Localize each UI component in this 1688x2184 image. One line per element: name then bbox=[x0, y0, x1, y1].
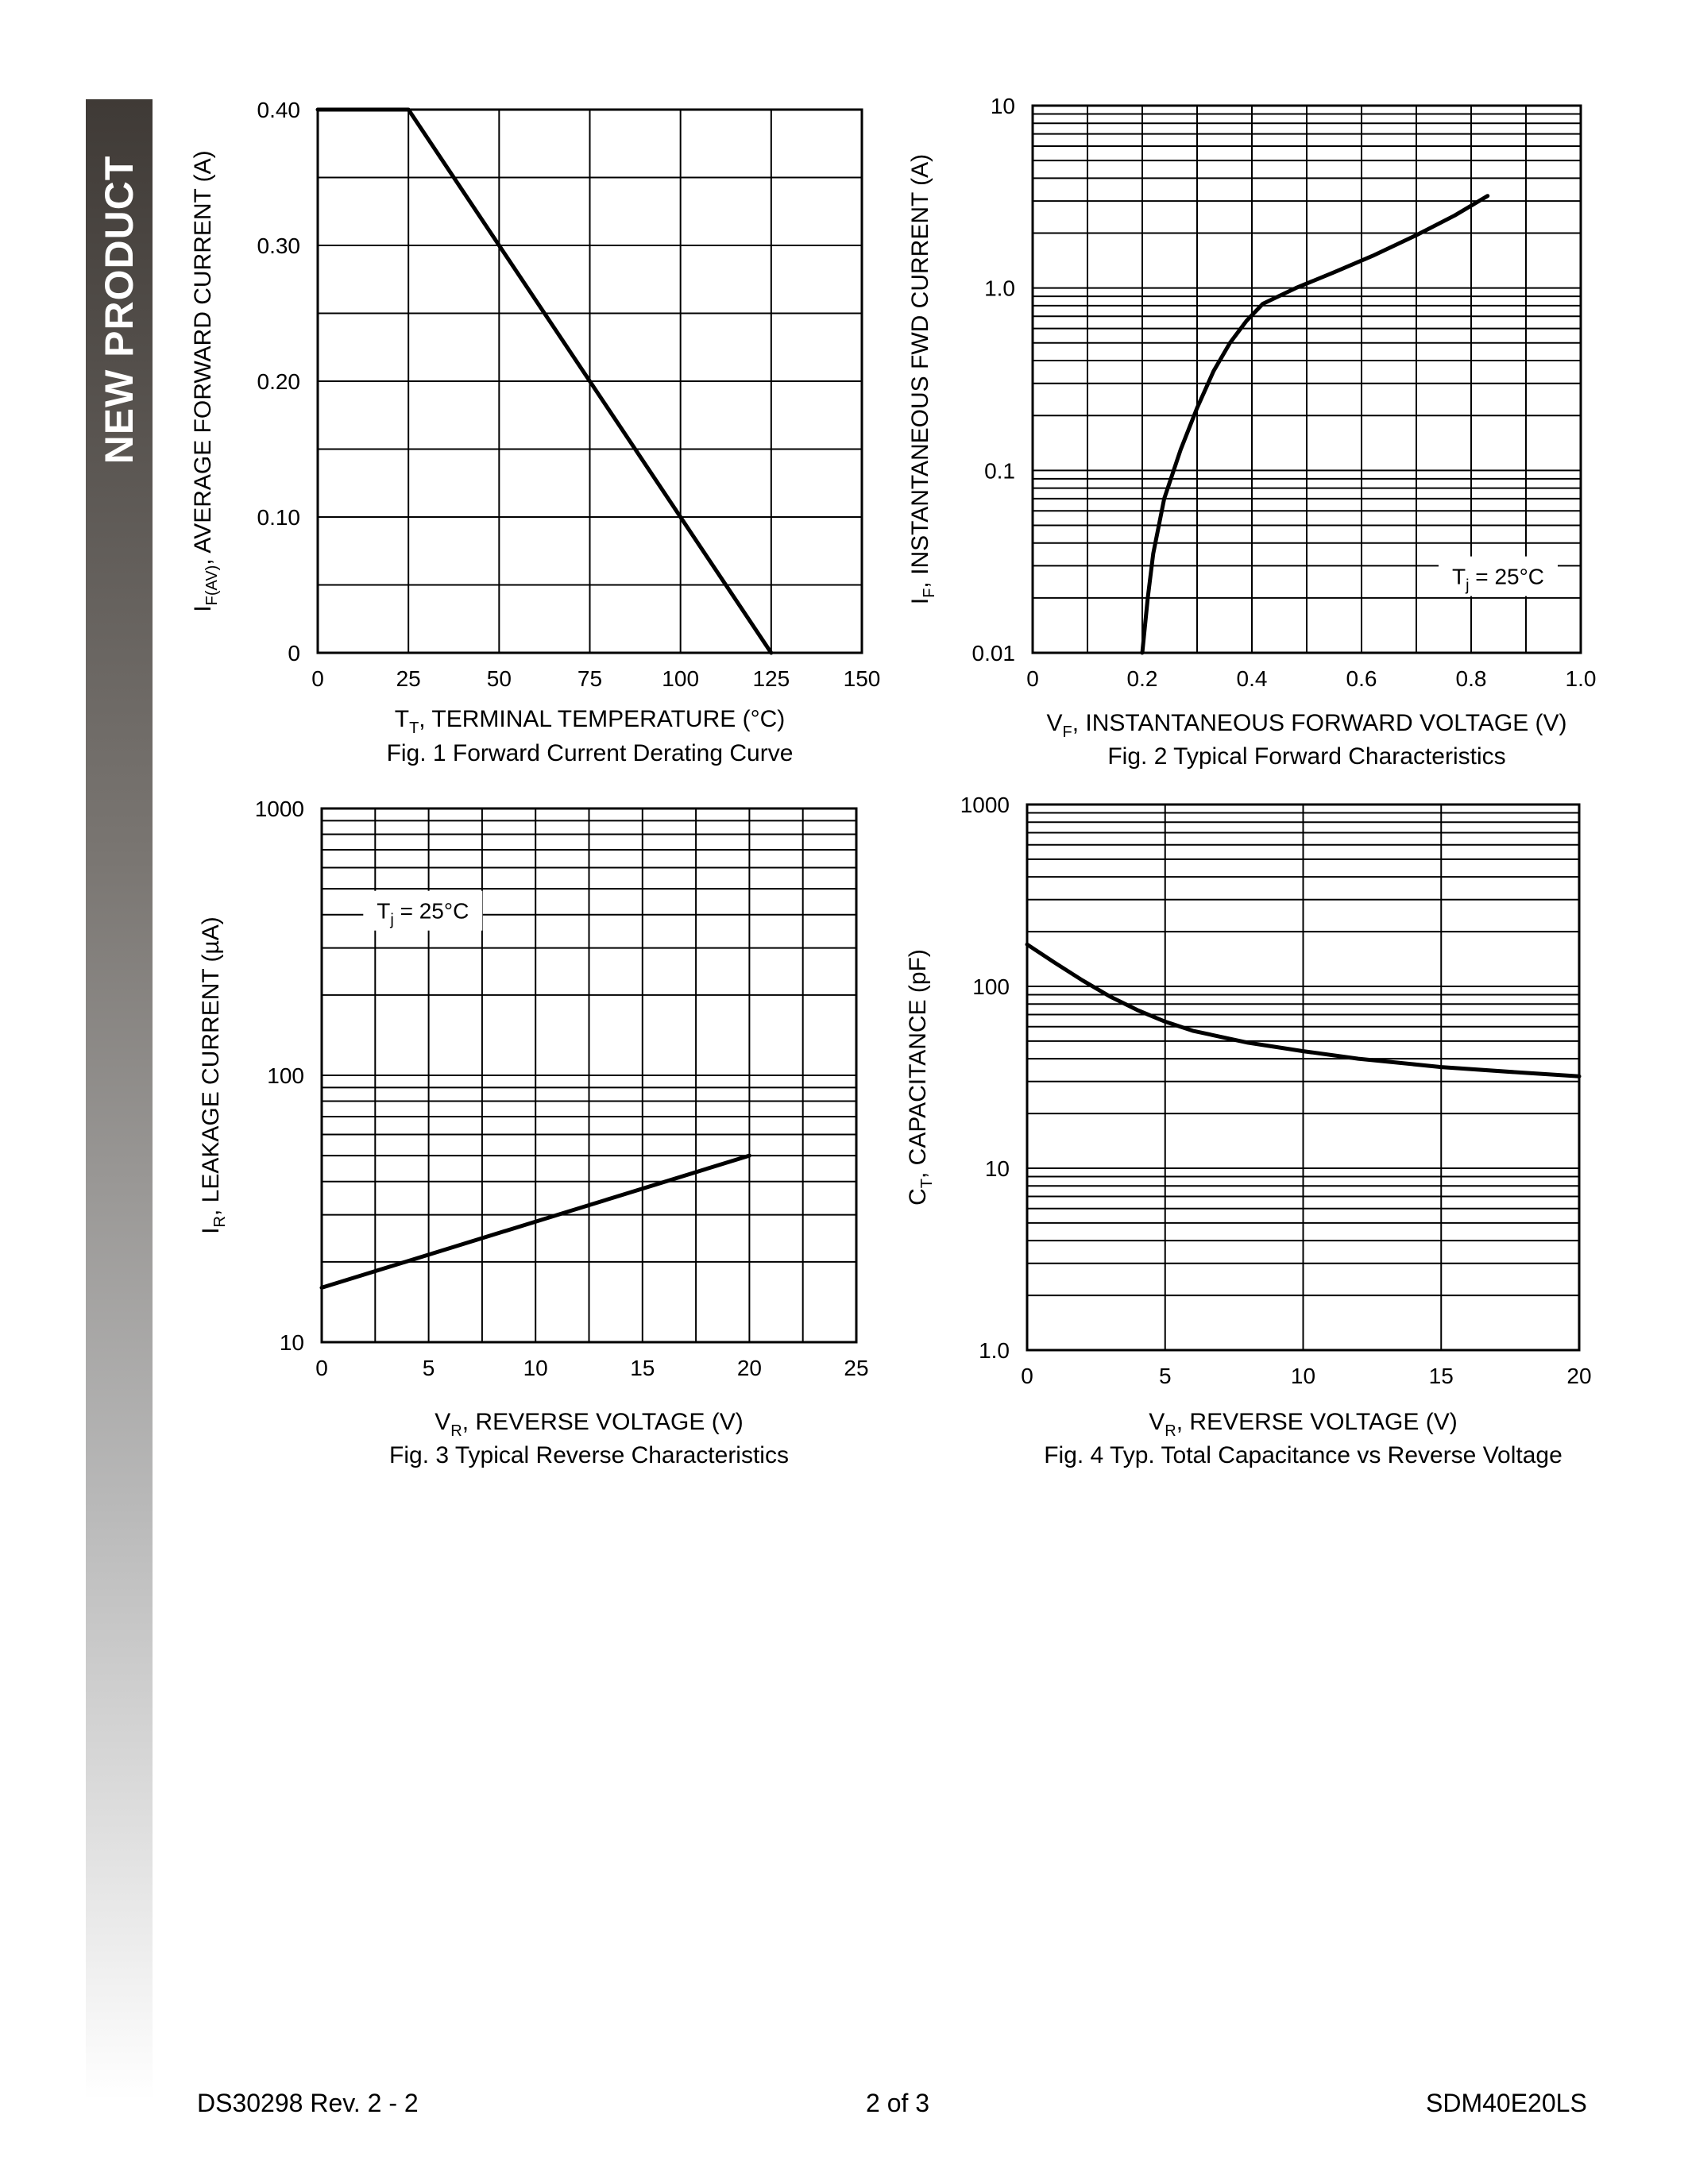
fig2-xtick-label: 0.2 bbox=[1126, 666, 1158, 691]
fig1-xtick-label: 75 bbox=[577, 666, 603, 691]
fig4-xtick-label: 10 bbox=[1290, 1364, 1316, 1388]
fig2-annotation: $T_j = 25^\circ C$ bbox=[1451, 564, 1545, 595]
fig3-ytick-label: 100 bbox=[267, 1063, 304, 1088]
fig2-xtick-label: 0 bbox=[1026, 666, 1039, 691]
fig2-xtick-label: 0.4 bbox=[1236, 666, 1268, 691]
fig3-xtick-label: 0 bbox=[315, 1356, 328, 1380]
fig1-xtick-label: 25 bbox=[396, 666, 421, 691]
footer-part-number: SDM40E20LS bbox=[1426, 2089, 1587, 2117]
fig3-xtick-label: 10 bbox=[523, 1356, 548, 1380]
fig2-data-series bbox=[1142, 196, 1488, 653]
fig4-xtick-label: 20 bbox=[1566, 1364, 1592, 1388]
fig2-ytick-label: 0.01 bbox=[971, 641, 1015, 666]
fig2-chart bbox=[907, 94, 1596, 770]
fig1-chart bbox=[190, 98, 880, 766]
fig3-caption: Fig. 3 Typical Reverse Characteristics bbox=[389, 1442, 789, 1468]
fig4-ytick-label: 100 bbox=[972, 974, 1010, 999]
fig1-ytick-label: 0.10 bbox=[257, 505, 300, 530]
fig3-xtick-label: 15 bbox=[630, 1356, 655, 1380]
fig2-caption: Fig. 2 Typical Forward Characteristics bbox=[1107, 743, 1506, 770]
fig1-ytick-label: 0.40 bbox=[257, 98, 300, 122]
footer-page-number: 2 of 3 bbox=[866, 2089, 930, 2117]
fig2-xtick-label: 0.6 bbox=[1346, 666, 1377, 691]
fig4-y-axis-label: $C_T$, CAPACITANCE (pF) bbox=[905, 949, 936, 1206]
fig1-caption: Fig. 1 Forward Current Derating Curve bbox=[386, 740, 794, 766]
fig1-xtick-label: 100 bbox=[662, 666, 700, 691]
new-product-label: NEW PRODUCT bbox=[97, 155, 141, 465]
fig4-xtick-label: 5 bbox=[1158, 1364, 1172, 1388]
fig2-xtick-label: 1.0 bbox=[1565, 666, 1597, 691]
fig1-ytick-label: 0.30 bbox=[257, 233, 300, 258]
footer-doc-number: DS30298 Rev. 2 - 2 bbox=[197, 2089, 419, 2117]
fig1-xtick-label: 150 bbox=[843, 666, 881, 691]
fig3-x-axis-label: $V_R$, REVERSE VOLTAGE (V) bbox=[435, 1409, 744, 1440]
fig2-ytick-label: 1.0 bbox=[984, 276, 1015, 301]
fig1-xtick-label: 125 bbox=[752, 666, 790, 691]
fig3-ytick-label: 10 bbox=[279, 1330, 304, 1355]
fig4-ytick-label: 1000 bbox=[960, 793, 1010, 817]
fig4-ytick-label: 10 bbox=[984, 1156, 1010, 1181]
fig1-ytick-label: 0.20 bbox=[257, 369, 300, 394]
fig1-xtick-label: 0 bbox=[311, 666, 324, 691]
fig2-ytick-label: 10 bbox=[990, 94, 1015, 118]
fig1-y-axis-label: $I_{F(AV)}$, AVERAGE FORWARD CURRENT (A) bbox=[190, 150, 221, 612]
fig3-ytick-label: 1000 bbox=[254, 797, 304, 821]
fig4-x-axis-label: $V_R$, REVERSE VOLTAGE (V) bbox=[1149, 1409, 1458, 1440]
fig2-x-axis-label: $V_F$, INSTANTANEOUS FORWARD VOLTAGE (V) bbox=[1046, 710, 1567, 741]
fig1-ytick-label: 0 bbox=[288, 641, 300, 666]
fig3-xtick-label: 25 bbox=[844, 1356, 869, 1380]
fig1-x-axis-label: $T_T$, TERMINAL TEMPERATURE (°C) bbox=[394, 706, 786, 737]
fig3-chart bbox=[198, 797, 869, 1468]
fig2-xtick-label: 0.8 bbox=[1455, 666, 1487, 691]
fig4-caption: Fig. 4 Typ. Total Capacitance vs Reverse Voltage bbox=[1044, 1442, 1562, 1468]
fig4-chart bbox=[905, 793, 1592, 1468]
fig4-xtick-label: 0 bbox=[1021, 1364, 1033, 1388]
fig4-ytick-label: 1.0 bbox=[979, 1338, 1010, 1363]
fig1-xtick-label: 50 bbox=[486, 666, 512, 691]
fig3-xtick-label: 20 bbox=[736, 1356, 762, 1380]
fig3-xtick-label: 5 bbox=[422, 1356, 435, 1380]
fig3-annotation: $T_j = 25^\circ C$ bbox=[377, 898, 469, 929]
fig2-ytick-label: 0.1 bbox=[984, 458, 1015, 484]
fig4-xtick-label: 15 bbox=[1428, 1364, 1454, 1388]
fig3-y-axis-label: $I_R$, LEAKAGE CURRENT (µA) bbox=[198, 916, 229, 1234]
fig2-y-axis-label: $I_F$, INSTANTANEOUS FWD CURRENT (A) bbox=[907, 153, 938, 605]
